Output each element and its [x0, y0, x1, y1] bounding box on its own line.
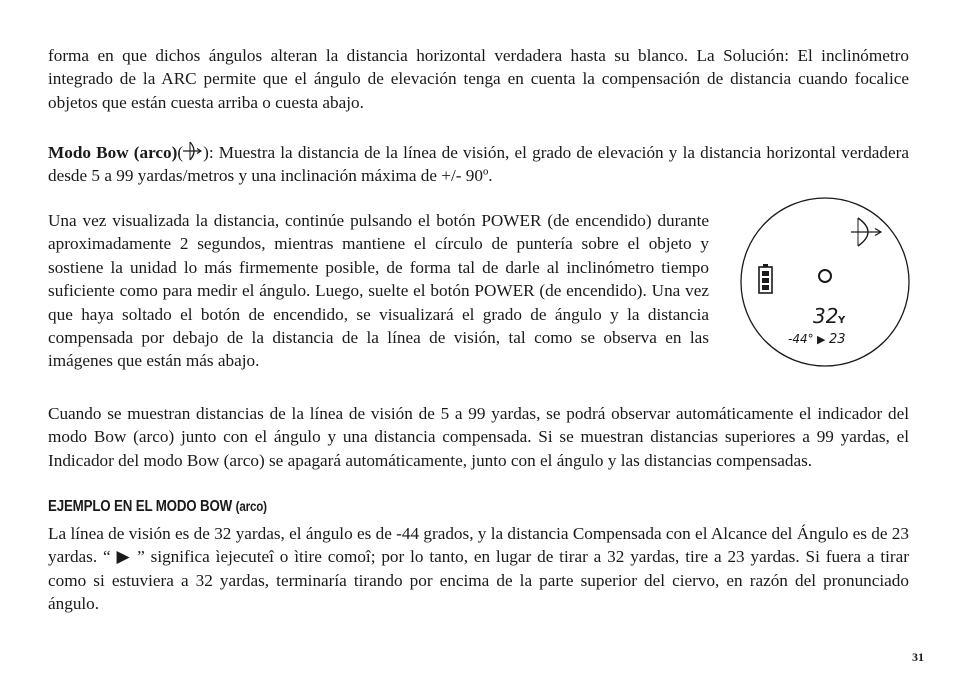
display-angle: -44° [788, 332, 814, 346]
example-heading-small: (arco) [235, 499, 267, 514]
run-arrow-icon: ▶ [817, 333, 826, 346]
example-heading-main: EJEMPLO EN EL MODO BOW [48, 498, 233, 515]
bow-icon [851, 218, 881, 246]
aiming-circle-icon [819, 270, 831, 282]
rangefinder-display [738, 196, 912, 368]
display-compensated: 23 [829, 332, 846, 347]
battery-icon [759, 264, 772, 293]
bow-mode-open-paren: ( [177, 143, 184, 162]
power-instructions-paragraph: Una vez visualizada la distancia, continúe pulsando el botón POWER (de encendido) durante aproximadamente 2 segundos, mientras mantiene el círculo de puntería sobre el objeto y sostiene la unidad lo más firmemente posible, de forma tal de darle al inclinómetro tiempo suficiente como para medir el ángulo. Luego, suelte el botón POWER (de encendido). Una vez que haya soltado el botón de encendido, se visualizará el grado de ángulo y la distancia compensada por debajo de la distancia de la línea de visión, tal como se observa en las imágenes que están más abajo. [48, 211, 709, 371]
range-info-paragraph: Cuando se muestran distancias de la línea de visión de 5 a 99 yardas, se podrá observar automáticamente el indicador del modo Bow (arco) junto con el ángulo y una distancia compensada. Si se muestran distancias superiores a 99 yardas, el Indicador del modo Bow (arco) se apagará automáticamente, junto con el ángulo y las distancias compensadas. [48, 404, 909, 470]
display-unit: Y [838, 315, 846, 326]
intro-paragraph: forma en que dichos ángulos alteran la distancia horizontal verdadera hasta su blanco. La Solución: El inclinómetro integrado de la ARC permite que el ángulo de elevación tenga en cuenta la compensación de distancia cuando focalice objetos que están cuesta arriba o cuesta abajo. [48, 46, 909, 112]
example-heading [48, 498, 267, 516]
bow-icon [183, 140, 203, 162]
example-paragraph: La línea de visión es de 32 yardas, el ángulo es de -44 grados, y la distancia Compensada con el Alcance del Ángulo es de 23 yardas. “ ▶ ” significa ìejecuteî o ìtire comoî; por lo tanto, en lugar de tirar a 32 yardas, tire a 23 yardas. Si fuera a tirar como si estuviera a 32 yardas, terminaría tirando por encima de la parte superior del ciervo, en razón del pronunciado ángulo. [48, 524, 909, 614]
bow-mode-paragraph [48, 140, 909, 188]
bow-mode-description: ): Muestra la distancia de la línea de visión, el grado de elevación y la distancia horizontal verdadera desde 5 a 99 yardas/metros y una inclinación máxima de +/- 90º. [48, 143, 909, 186]
page-number: 31 [912, 650, 924, 664]
bow-mode-label: Modo Bow (arco) [48, 143, 178, 162]
display-distance: 32 [813, 304, 839, 328]
